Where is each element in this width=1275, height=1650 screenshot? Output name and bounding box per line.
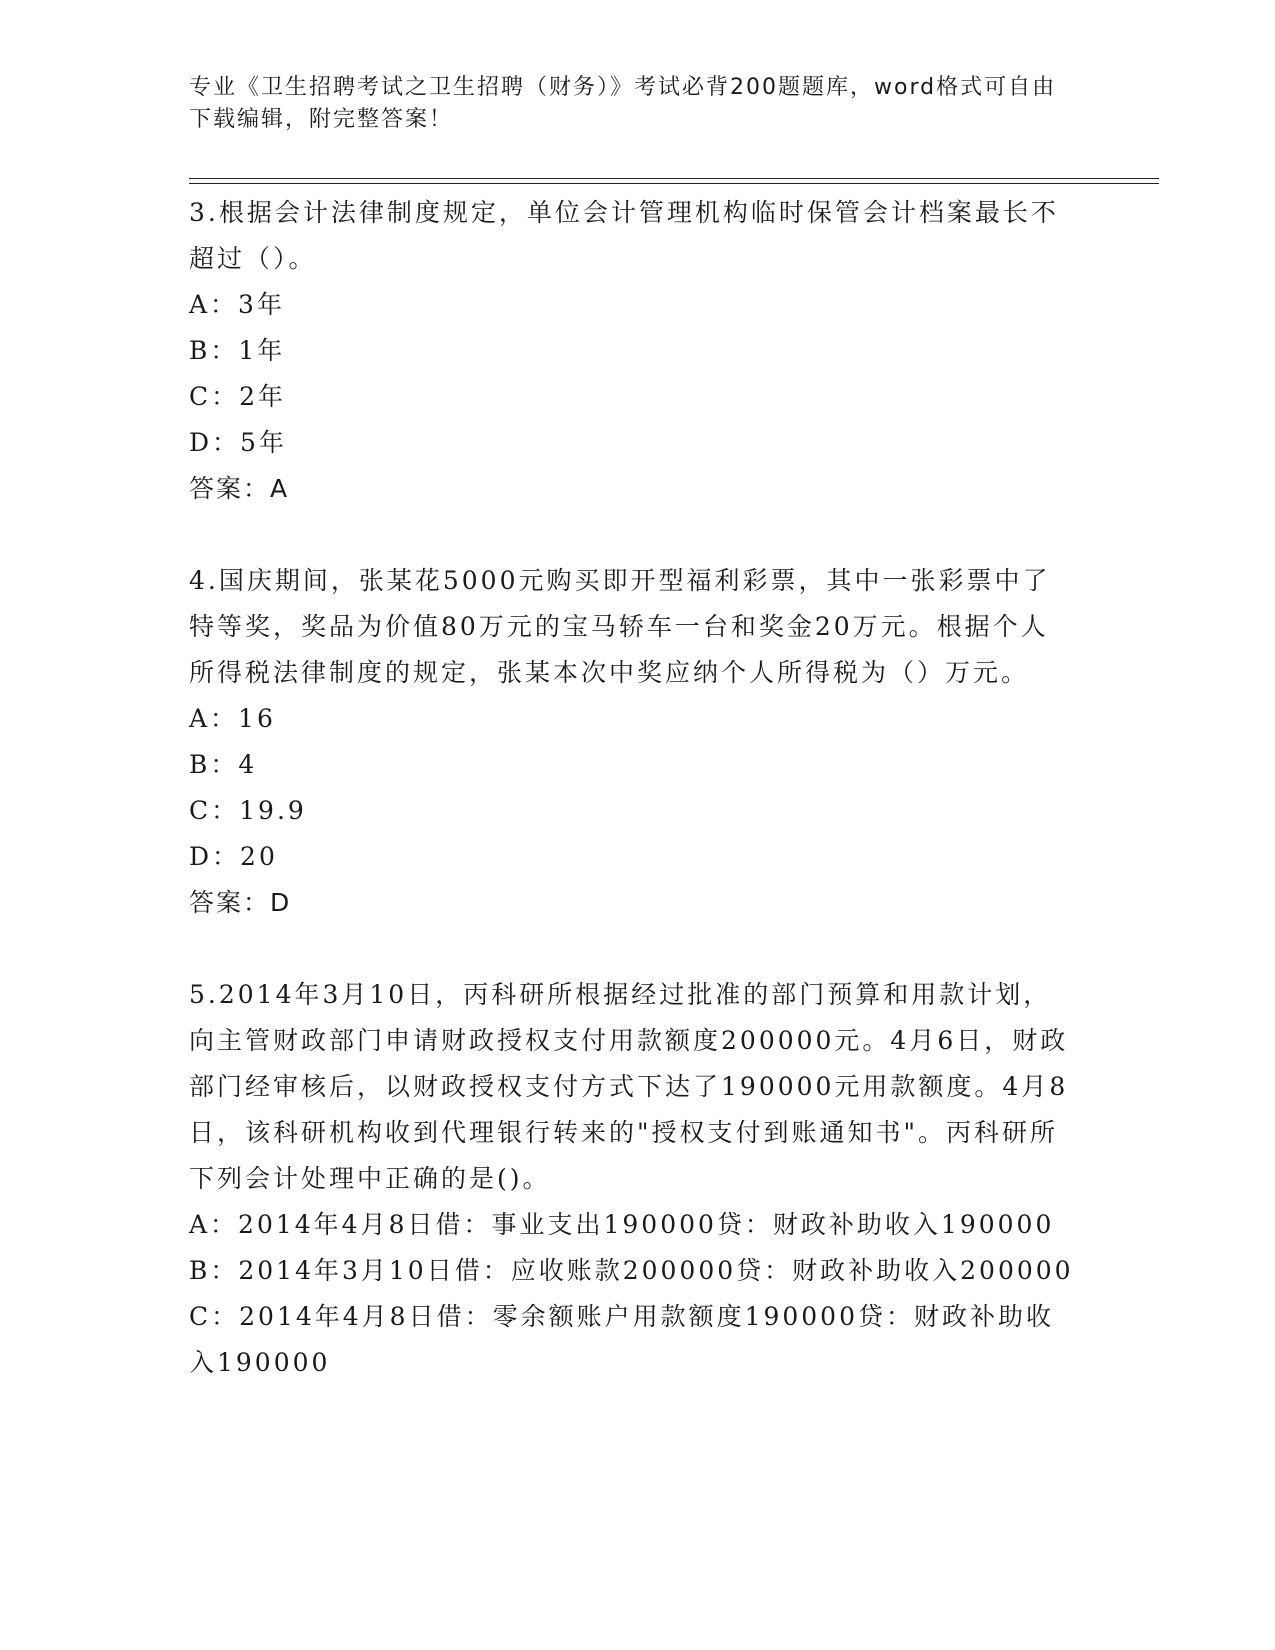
option-d: D：5年 bbox=[189, 428, 287, 457]
option-d: D：20 bbox=[189, 842, 278, 871]
document-header: 专业《卫生招聘考试之卫生招聘（财务）》考试必背200题题库，word格式可自由下载编辑，附完整答案！ bbox=[189, 75, 1057, 132]
answer-line: 答案：A bbox=[189, 474, 290, 503]
option-c: C：2年 bbox=[189, 382, 287, 411]
question-spacer bbox=[189, 926, 1069, 972]
option-b: B：1年 bbox=[189, 336, 286, 365]
option-c: C：2014年4月8日借：零余额账户用款额度190000贷：财政补助收入190000 bbox=[189, 1302, 1054, 1377]
question-list bbox=[189, 190, 1074, 1386]
question-text: 3.根据会计法律制度规定，单位会计管理机构临时保管会计档案最长不超过（）。 bbox=[189, 198, 1059, 273]
option-a: A：2014年4月8日借：事业支出190000贷：财政补助收入190000 bbox=[189, 1210, 1055, 1239]
option-b: B：4 bbox=[189, 750, 258, 779]
answer-line: 答案：D bbox=[189, 888, 292, 917]
option-b: B：2014年3月10日借：应收账款200000贷：财政补助收入200000 bbox=[189, 1256, 1074, 1285]
header-rule-bottom bbox=[189, 183, 1159, 184]
question-3 bbox=[189, 190, 1069, 512]
question-text: 5.2014年3月10日，丙科研所根据经过批准的部门预算和用款计划，向主管财政部门申请财政授权支付用款额度200000元。4月6日，财政部门经审核后，以财政授权支付方式下达了190000元用款额度。4月8日，该科研机构收到代理银行转来的"授权支付到账通知书"。丙科研所下列会计处理中正确的是()。 bbox=[189, 980, 1069, 1193]
question-4 bbox=[189, 558, 1069, 926]
option-a: A：3年 bbox=[189, 290, 285, 319]
option-a: A：16 bbox=[189, 704, 276, 733]
question-5 bbox=[189, 972, 1074, 1386]
option-c: C：19.9 bbox=[189, 796, 307, 825]
header-rule-top bbox=[189, 178, 1159, 179]
question-text: 4.国庆期间，张某花5000元购买即开型福利彩票，其中一张彩票中了特等奖，奖品为价值80万元的宝马轿车一台和奖金20万元。根据个人所得税法律制度的规定，张某本次中奖应纳个人所得税为（）万元。 bbox=[189, 566, 1051, 687]
question-spacer bbox=[189, 512, 1069, 558]
